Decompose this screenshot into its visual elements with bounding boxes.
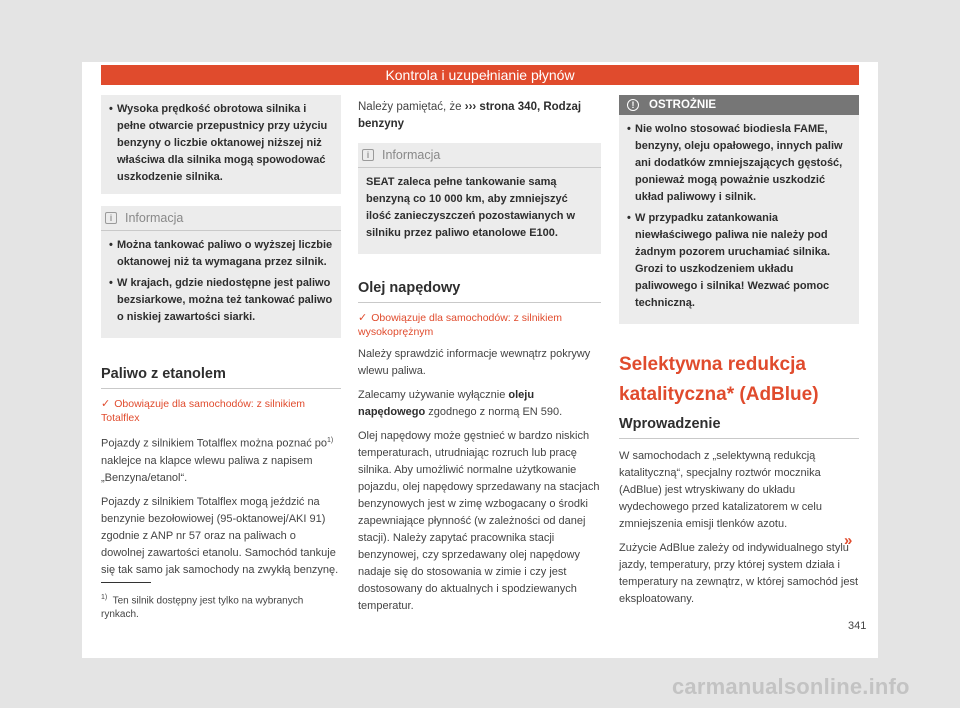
paragraph: Zużycie AdBlue zależy od indywidualnego stylu jazdy, temperatury, przy której system działa i temperatury na zewnątrz, w której samochód jest eksploatowany. — [619, 542, 859, 605]
footnote-ref[interactable]: 1) — [327, 437, 334, 444]
paragraph: Pojazdy z silnikiem Totalflex można poznać $po^{1)}$ naklejce na klapce wlewu paliwa z napisem „Benzyna/etanol“. — [101, 437, 334, 484]
paragraph: Pojazdy z silnikiem Totalflex mogą jeździć na benzynie bezołowiowej (95-oktanowej/AKI 91) zgodnie z ANP nr 57 oraz na paliwach o dowolnej zawartości etanolu. Samochód tankuje się tak samo jak samochody na zwykłą benzynę. — [101, 495, 339, 576]
footnote-divider — [101, 582, 151, 583]
paragraph: Zalecamy używanie wyłącznie oleju napędowego zgodnego z normą EN 590. — [358, 389, 563, 418]
caution-body — [619, 115, 859, 324]
footnote: $^{1)}$ Ten silnik dostępny jest tylko na wybranych rynkach. — [101, 594, 304, 621]
info-text: SEAT zaleca pełne tankowanie samą benzyną co 10 000 km, aby zmniejszyć ilość zanieczyszczeń pozostawianych w silniku przez paliwo etanolowe E100. — [366, 176, 576, 239]
info-box-header — [358, 143, 601, 168]
applies-note: ✓ Obowiązuje dla samochodów: z silnikiem wysokoprężnym — [358, 312, 563, 338]
column-2 — [358, 95, 601, 615]
caution-bullet: • Nie wolno stosować biodiesla FAME, benzyny, oleju opałowego, innych paliw ani dodatków zmniejszających gęstość, ponieważ mogą poważnie uszkodzić układ paliwowy i silnik. — [627, 121, 851, 206]
subsection-title: Wprowadzenie — [619, 416, 859, 439]
page-header: Kontrola i uzupełnianie płynów — [101, 65, 859, 85]
watermark: carmanualsonline.info — [672, 674, 910, 699]
caution-box — [619, 95, 859, 324]
paragraph: Należy sprawdzić informacje wewnątrz pokrywy wlewu paliwa. — [358, 348, 591, 377]
cross-reference: Należy pamiętać, że ››› strona 340, Rodzaj benzyny — [358, 101, 582, 130]
info-box-fuel — [101, 206, 341, 338]
exclamation-icon: ! — [627, 99, 639, 111]
info-bullet: • Można tankować paliwo o wyższej liczbie oktanowej niż ta wymagana przez silnik. — [109, 237, 333, 271]
info-box-body — [358, 168, 601, 254]
info-icon: i — [105, 212, 117, 224]
check-icon: ✓ — [101, 398, 111, 410]
continue-arrow-icon: » — [844, 532, 853, 549]
paragraph: W samochodach z „selektywną redukcją katalityczną“, specjalny roztwór mocznika (AdBlue) jest wtryskiwany do układu wydechowego przed katalizatorem w celu zmniejszenia emisji tlenków azotu. — [619, 450, 822, 530]
caution-title: OSTROŻNIE — [649, 99, 717, 111]
info-box-body — [101, 231, 341, 338]
paragraph: Olej napędowy może gęstnieć w bardzo niskich temperaturach, utrudniając rozruch lub pracę silnika. Aby umożliwić normalne użytkowanie pojazdu, olej napędowy sprzedawany na stacjach benzynowych jest w zimę wzbogacany o środki zapewniające płynność (w zależności od danej stacji). Należy zapytać pracownika stacji benzynowej, czy sprzedawany olej napędowy nadaje się do stosowania w zimie i czy jest dostosowany do aktualnych i spodziewanych temperatur. — [358, 430, 600, 612]
applies-note: ✓ Obowiązuje dla samochodów: z silnikiem Totalflex — [101, 398, 306, 424]
column-1 — [101, 95, 341, 579]
caution-header — [619, 95, 859, 115]
caution-bullet: • W przypadku zatankowania niewłaściwego paliwa nie należy pod żadnym pozorem uruchamiać silnika. Grozi to uszkodzeniem układu paliwowego i silnika! Wezwać pomoc techniczną. — [627, 210, 851, 312]
column-3 — [619, 95, 859, 608]
warning-bullet: • Wysoka prędkość obrotowa silnika i pełne otwarcie przepustnicy przy użyciu benzyny o liczbie oktanowej niższej niż właściwa dla silnika mogą spowodować uszkodzenie silnika. — [109, 101, 333, 186]
section-title-ethanol: Paliwo z etanolem — [101, 366, 341, 389]
info-box-seat — [358, 143, 601, 254]
chapter-title-adblue: Selektywna redukcja katalityczna* (AdBlue) — [619, 354, 819, 405]
check-icon: ✓ — [358, 312, 368, 324]
info-bullet: • W krajach, gdzie niedostępne jest paliwo bezsiarkowe, można też tankować paliwo o niskiej zawartości siarki. — [109, 275, 333, 326]
info-box-title: Informacja — [382, 148, 441, 162]
section-title-diesel: Olej napędowy — [358, 280, 601, 303]
page-reference-link[interactable]: ››› strona 340, Rodzaj benzyny — [358, 101, 582, 130]
info-box-header — [101, 206, 341, 231]
info-icon: i — [362, 149, 374, 161]
warning-box-continued — [101, 95, 341, 194]
page-number: 341 — [848, 620, 867, 632]
info-box-title: Informacja — [125, 211, 184, 225]
